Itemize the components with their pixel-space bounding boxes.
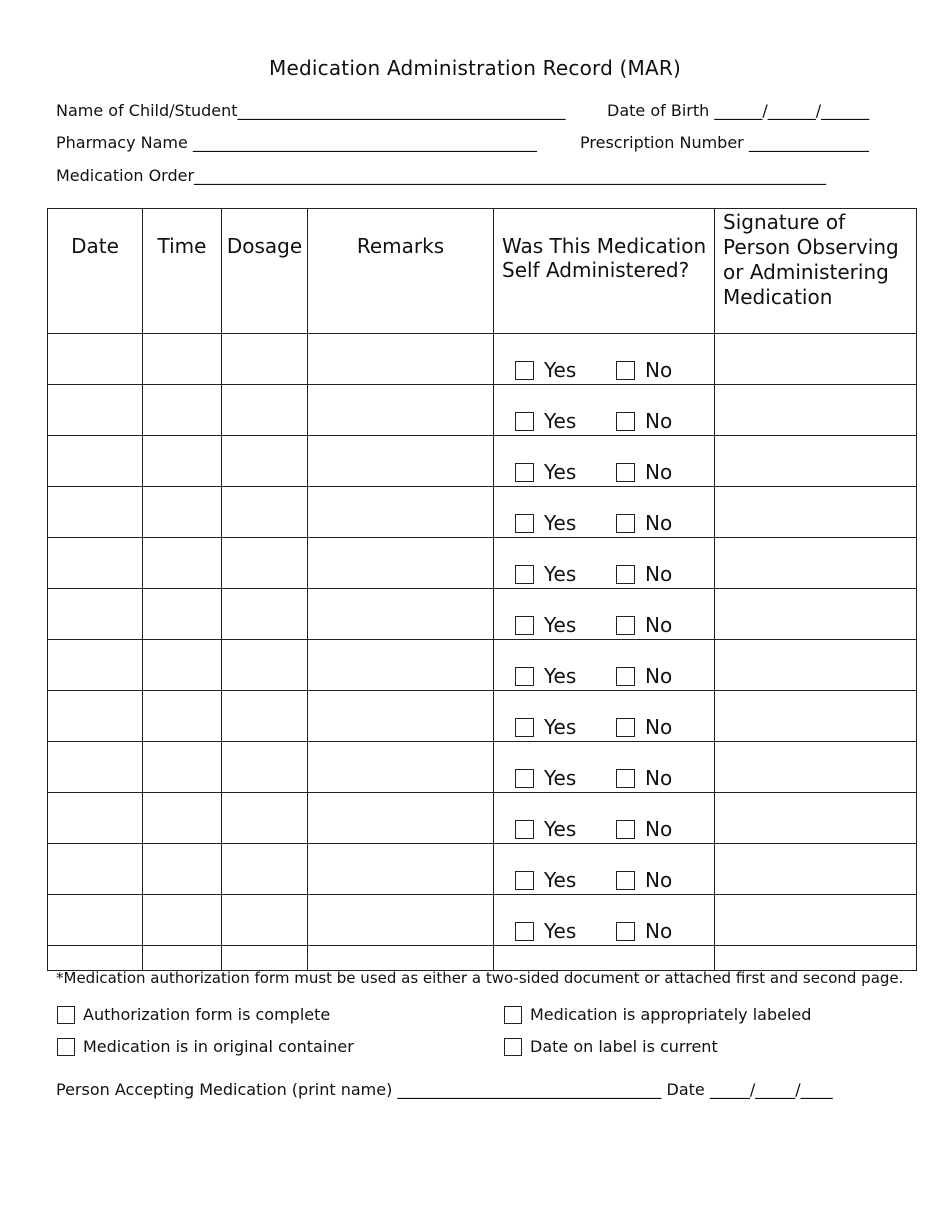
no-label: No xyxy=(645,715,673,739)
no-label: No xyxy=(645,460,673,484)
time-cell[interactable] xyxy=(143,742,222,793)
yes-checkbox[interactable] xyxy=(515,361,534,380)
self-administered-cell xyxy=(494,436,715,487)
checkbox[interactable] xyxy=(504,1006,522,1024)
time-cell[interactable] xyxy=(143,691,222,742)
self-administered-cell xyxy=(494,334,715,385)
yes-checkbox[interactable] xyxy=(515,718,534,737)
remarks-cell[interactable] xyxy=(308,793,494,844)
dosage-cell[interactable] xyxy=(222,691,308,742)
yes-label: Yes xyxy=(544,409,577,433)
yes-checkbox[interactable] xyxy=(515,412,534,431)
self-administered-cell xyxy=(494,589,715,640)
no-label: No xyxy=(645,613,673,637)
page-title: Medication Administration Record (MAR) xyxy=(269,56,681,80)
yes-no-group xyxy=(494,591,714,637)
self-administered-cell xyxy=(494,487,715,538)
table-row-empty xyxy=(48,946,917,971)
date-cell[interactable] xyxy=(48,742,143,793)
checklist-auth-complete[interactable] xyxy=(57,1005,330,1024)
yes-no-group xyxy=(494,387,714,433)
yes-checkbox[interactable] xyxy=(515,565,534,584)
yes-label: Yes xyxy=(544,562,577,586)
no-label: No xyxy=(645,562,673,586)
yes-no-group xyxy=(494,795,714,841)
header-dosage: Dosage xyxy=(222,209,308,334)
signature-cell[interactable] xyxy=(715,640,917,691)
empty-cell xyxy=(143,946,222,971)
signature-cell[interactable] xyxy=(715,385,917,436)
table-row xyxy=(48,691,917,742)
time-cell[interactable] xyxy=(143,589,222,640)
self-administered-cell xyxy=(494,895,715,946)
yes-checkbox[interactable] xyxy=(515,463,534,482)
yes-no-group xyxy=(494,693,714,739)
checklist-label: Authorization form is complete xyxy=(83,1005,331,1024)
table-row xyxy=(48,589,917,640)
remarks-cell[interactable] xyxy=(308,436,494,487)
yes-no-group xyxy=(494,438,714,484)
remarks-cell[interactable] xyxy=(308,742,494,793)
medication-order-field[interactable]: Medication Order_______________________________________________________________________________ xyxy=(56,166,827,185)
time-cell[interactable] xyxy=(143,487,222,538)
table-row xyxy=(48,844,917,895)
signature-cell[interactable] xyxy=(715,691,917,742)
no-label: No xyxy=(645,919,673,943)
header-time: Time xyxy=(143,209,222,334)
remarks-cell[interactable] xyxy=(308,640,494,691)
yes-checkbox[interactable] xyxy=(515,616,534,635)
person-accepting-field[interactable]: Person Accepting Medication (print name) _________________________________ Date _____/_____/____ xyxy=(56,1080,833,1099)
no-checkbox[interactable] xyxy=(616,565,635,584)
authorization-note: *Medication authorization form must be used as either a two-sided document or attached first and second page. xyxy=(56,969,904,987)
child-name-field[interactable]: Name of Child/Student_________________________________________ xyxy=(56,101,566,120)
self-administered-cell xyxy=(494,385,715,436)
date-cell[interactable] xyxy=(48,334,143,385)
remarks-cell[interactable] xyxy=(308,895,494,946)
remarks-cell[interactable] xyxy=(308,538,494,589)
yes-checkbox[interactable] xyxy=(515,820,534,839)
yes-no-group xyxy=(494,540,714,586)
signature-cell[interactable] xyxy=(715,436,917,487)
no-checkbox[interactable] xyxy=(616,820,635,839)
time-cell[interactable] xyxy=(143,895,222,946)
date-cell[interactable] xyxy=(48,844,143,895)
checklist-label: Medication is in original container xyxy=(83,1037,354,1056)
time-cell[interactable] xyxy=(143,538,222,589)
self-administered-cell xyxy=(494,844,715,895)
date-cell[interactable] xyxy=(48,436,143,487)
date-cell[interactable] xyxy=(48,538,143,589)
signature-cell[interactable] xyxy=(715,844,917,895)
self-administered-cell xyxy=(494,691,715,742)
time-cell[interactable] xyxy=(143,793,222,844)
no-checkbox[interactable] xyxy=(616,922,635,941)
no-label: No xyxy=(645,766,673,790)
yes-no-group xyxy=(494,897,714,943)
signature-cell[interactable] xyxy=(715,742,917,793)
no-checkbox[interactable] xyxy=(616,769,635,788)
table-row xyxy=(48,640,917,691)
dosage-cell[interactable] xyxy=(222,793,308,844)
self-administered-cell xyxy=(494,538,715,589)
empty-cell xyxy=(715,946,917,971)
self-administered-cell xyxy=(494,742,715,793)
remarks-cell[interactable] xyxy=(308,487,494,538)
date-cell[interactable] xyxy=(48,589,143,640)
dosage-cell[interactable] xyxy=(222,844,308,895)
checklist-date-current[interactable] xyxy=(504,1037,718,1056)
dosage-cell[interactable] xyxy=(222,334,308,385)
yes-no-group xyxy=(494,336,714,382)
remarks-cell[interactable] xyxy=(308,691,494,742)
yes-label: Yes xyxy=(544,358,577,382)
signature-cell[interactable] xyxy=(715,487,917,538)
table-row xyxy=(48,436,917,487)
yes-checkbox[interactable] xyxy=(515,871,534,890)
table-body xyxy=(48,334,917,971)
checklist-label: Medication is appropriately labeled xyxy=(530,1005,812,1024)
dosage-cell[interactable] xyxy=(222,742,308,793)
date-cell[interactable] xyxy=(48,895,143,946)
self-administered-cell xyxy=(494,640,715,691)
no-checkbox[interactable] xyxy=(616,718,635,737)
no-checkbox[interactable] xyxy=(616,616,635,635)
date-cell[interactable] xyxy=(48,385,143,436)
checklist-label: Date on label is current xyxy=(530,1037,718,1056)
yes-no-group xyxy=(494,489,714,535)
no-checkbox[interactable] xyxy=(616,871,635,890)
no-label: No xyxy=(645,868,673,892)
no-label: No xyxy=(645,817,673,841)
yes-label: Yes xyxy=(544,715,577,739)
yes-label: Yes xyxy=(544,766,577,790)
time-cell[interactable] xyxy=(143,385,222,436)
date-cell[interactable] xyxy=(48,487,143,538)
time-cell[interactable] xyxy=(143,640,222,691)
yes-label: Yes xyxy=(544,919,577,943)
header-date: Date xyxy=(48,209,143,334)
remarks-cell[interactable] xyxy=(308,334,494,385)
remarks-cell[interactable] xyxy=(308,589,494,640)
table-row xyxy=(48,538,917,589)
mar-table xyxy=(47,208,917,971)
dosage-cell[interactable] xyxy=(222,487,308,538)
no-checkbox[interactable] xyxy=(616,361,635,380)
header-self-administered: Was This Medication Self Administered? xyxy=(494,209,715,334)
remarks-cell[interactable] xyxy=(308,385,494,436)
no-label: No xyxy=(645,664,673,688)
empty-cell xyxy=(222,946,308,971)
checklist-appropriately-labeled[interactable] xyxy=(504,1005,811,1024)
yes-label: Yes xyxy=(544,511,577,535)
table-row xyxy=(48,793,917,844)
table-row xyxy=(48,742,917,793)
time-cell[interactable] xyxy=(143,334,222,385)
yes-label: Yes xyxy=(544,868,577,892)
yes-no-group xyxy=(494,846,714,892)
yes-checkbox[interactable] xyxy=(515,514,534,533)
date-cell[interactable] xyxy=(48,793,143,844)
signature-cell[interactable] xyxy=(715,895,917,946)
yes-label: Yes xyxy=(544,664,577,688)
signature-cell[interactable] xyxy=(715,589,917,640)
yes-checkbox[interactable] xyxy=(515,922,534,941)
signature-cell[interactable] xyxy=(715,334,917,385)
checkbox[interactable] xyxy=(504,1038,522,1056)
dosage-cell[interactable] xyxy=(222,640,308,691)
yes-checkbox[interactable] xyxy=(515,769,534,788)
header-signature: Signature of Person Observing or Administering Medication xyxy=(715,209,917,334)
date-cell[interactable] xyxy=(48,691,143,742)
table-row xyxy=(48,895,917,946)
header-remarks: Remarks xyxy=(308,209,494,334)
dosage-cell[interactable] xyxy=(222,385,308,436)
dosage-cell[interactable] xyxy=(222,436,308,487)
empty-cell xyxy=(494,946,715,971)
checkbox[interactable] xyxy=(57,1006,75,1024)
yes-label: Yes xyxy=(544,613,577,637)
table-row xyxy=(48,334,917,385)
self-administered-cell xyxy=(494,793,715,844)
yes-label: Yes xyxy=(544,460,577,484)
dosage-cell[interactable] xyxy=(222,895,308,946)
signature-cell[interactable] xyxy=(715,538,917,589)
no-checkbox[interactable] xyxy=(616,463,635,482)
yes-checkbox[interactable] xyxy=(515,667,534,686)
table-row xyxy=(48,385,917,436)
yes-label: Yes xyxy=(544,817,577,841)
table-header-row xyxy=(48,209,917,334)
signature-cell[interactable] xyxy=(715,793,917,844)
time-cell[interactable] xyxy=(143,436,222,487)
empty-cell xyxy=(308,946,494,971)
checklist-original-container[interactable] xyxy=(57,1037,354,1056)
date-of-birth-field[interactable]: Date of Birth ______/______/______ xyxy=(607,101,870,120)
dosage-cell[interactable] xyxy=(222,589,308,640)
checkbox[interactable] xyxy=(57,1038,75,1056)
no-label: No xyxy=(645,358,673,382)
dosage-cell[interactable] xyxy=(222,538,308,589)
empty-cell xyxy=(48,946,143,971)
date-cell[interactable] xyxy=(48,640,143,691)
prescription-number-field[interactable]: Prescription Number _______________ xyxy=(580,133,869,152)
no-checkbox[interactable] xyxy=(616,514,635,533)
table-row xyxy=(48,487,917,538)
no-label: No xyxy=(645,511,673,535)
no-checkbox[interactable] xyxy=(616,667,635,686)
yes-no-group xyxy=(494,744,714,790)
yes-no-group xyxy=(494,642,714,688)
no-checkbox[interactable] xyxy=(616,412,635,431)
pharmacy-name-field[interactable]: Pharmacy Name ___________________________________________ xyxy=(56,133,537,152)
remarks-cell[interactable] xyxy=(308,844,494,895)
no-label: No xyxy=(645,409,673,433)
time-cell[interactable] xyxy=(143,844,222,895)
